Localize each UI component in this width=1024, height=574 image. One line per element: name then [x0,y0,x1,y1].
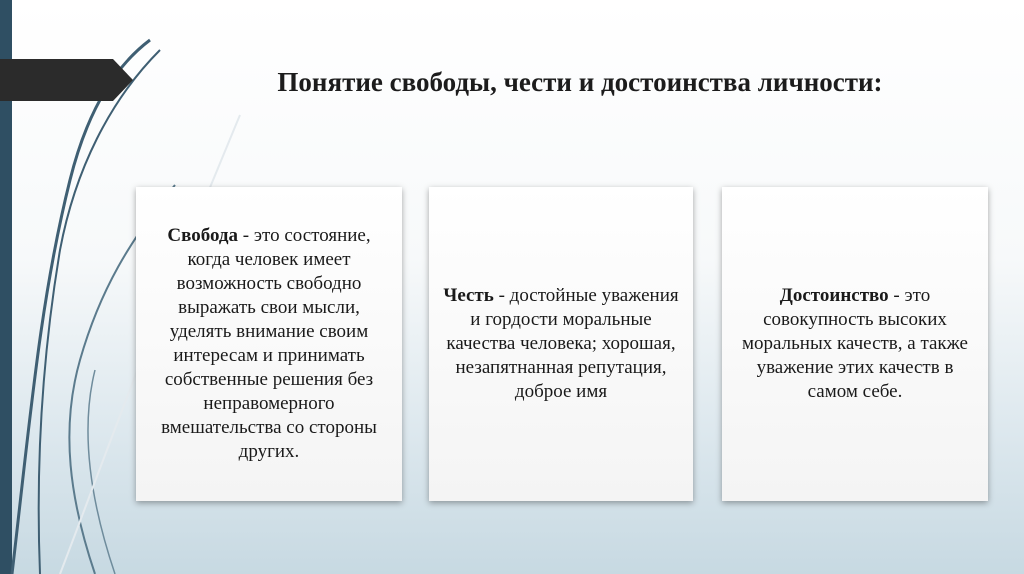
card-freedom-text [150,224,388,464]
card-honor-term: Честь [443,285,494,306]
card-honor [429,187,693,501]
card-dignity [722,187,988,501]
card-freedom [136,187,402,501]
card-dignity-term: Достоинство [779,285,889,306]
card-freedom-definition: - это состояние, когда человек имеет возможность свободно выражать свои мысли, уделять внимание своим интересам и принимать собственные решения без неправомерного вмешательства со стороны других. [161,225,377,462]
title-pointer-tab [0,59,133,101]
slide-title: Понятие свободы, чести и достоинства личности: [277,67,883,97]
card-dignity-text [736,284,974,404]
card-honor-text [443,284,679,404]
card-dignity-definition: - это совокупность высоких моральных качеств, а также уважение этих качеств в самом себе. [742,285,968,402]
card-freedom-term: Свобода [167,225,239,246]
card-honor-definition: - достойные уважения и гордости моральные качества человека; хорошая, незапятнанная репутация, доброе имя [446,285,679,402]
